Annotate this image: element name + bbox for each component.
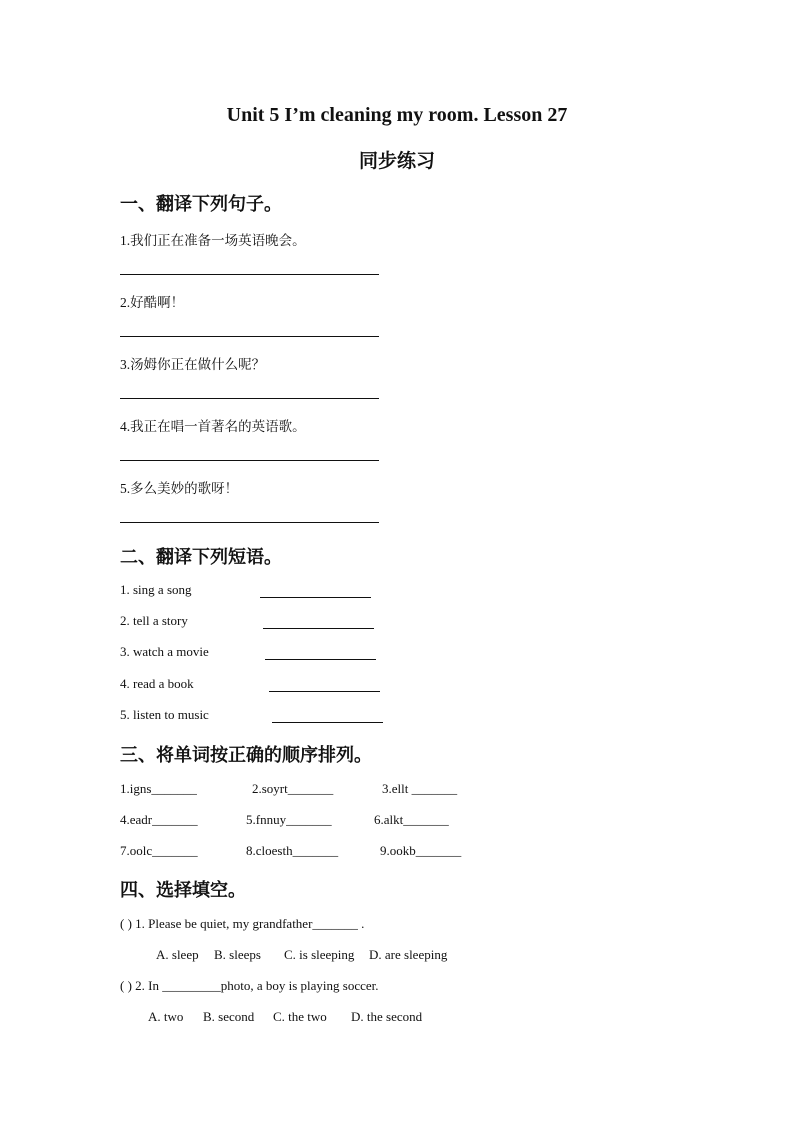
page-title: Unit 5 I’m cleaning my room. Lesson 27 — [226, 104, 568, 126]
option-c[interactable]: C. the two — [273, 1009, 327, 1024]
sentence-item: 3.汤姆你正在做什么呢？ — [120, 357, 266, 372]
option-a[interactable]: A. two — [148, 1009, 184, 1024]
option-a[interactable]: A. sleep — [156, 947, 199, 962]
scrambled-word: 9.ookb_______ — [380, 843, 462, 858]
option-b[interactable]: B. sleeps — [214, 947, 261, 962]
choice-options-1 — [156, 947, 447, 963]
phrase-item: 4. read a book — [120, 676, 194, 691]
answer-line[interactable] — [120, 522, 379, 523]
phrase-item: 1. sing a song — [120, 582, 192, 597]
phrase-item: 2. tell a story — [120, 613, 188, 628]
answer-line[interactable] — [263, 628, 374, 629]
answer-line[interactable] — [260, 597, 371, 598]
scrambled-word: 2.soyrt_______ — [252, 781, 334, 796]
option-d[interactable]: D. the second — [351, 1009, 423, 1024]
scrambled-word: 8.cloesth_______ — [246, 843, 339, 858]
section-3-heading: 三、将单词按正确的顺序排列。 — [120, 745, 372, 766]
scrambled-word: 4.eadr_______ — [120, 812, 198, 827]
answer-line[interactable] — [272, 722, 383, 723]
sentence-item: 4.我正在唱一首著名的英语歌。 — [120, 419, 306, 434]
section-2-heading: 二、翻译下列短语。 — [120, 547, 282, 568]
choice-question-1: ( ) 1. Please be quiet, my grandfather_______ . — [120, 916, 365, 931]
choice-question-2: ( ) 2. In _________photo, a boy is playing soccer. — [120, 978, 379, 993]
answer-line[interactable] — [120, 398, 379, 399]
section-4-heading: 四、选择填空。 — [120, 880, 246, 901]
scrambled-word: 1.igns_______ — [120, 781, 197, 796]
answer-line[interactable] — [269, 691, 380, 692]
answer-line[interactable] — [265, 659, 376, 660]
answer-line[interactable] — [120, 274, 379, 275]
phrase-item: 3. watch a movie — [120, 644, 209, 659]
choice-options-2 — [148, 1009, 422, 1025]
sentence-item: 2.好酷啊！ — [120, 295, 185, 310]
option-c[interactable]: C. is sleeping — [284, 947, 355, 962]
scrambled-word: 3.ellt _______ — [382, 781, 458, 796]
answer-line[interactable] — [120, 336, 379, 337]
sentence-item: 1.我们正在准备一场英语晚会。 — [120, 233, 306, 248]
phrase-item: 5. listen to music — [120, 707, 209, 722]
scrambled-word: 5.fnnuy_______ — [246, 812, 332, 827]
section-1-heading: 一、翻译下列句子。 — [120, 194, 282, 215]
page-subtitle: 同步练习 — [358, 150, 435, 172]
option-b[interactable]: B. second — [203, 1009, 255, 1024]
scrambled-word: 6.alkt_______ — [374, 812, 449, 827]
answer-line[interactable] — [120, 460, 379, 461]
scrambled-word: 7.oolc_______ — [120, 843, 198, 858]
option-d[interactable]: D. are sleeping — [369, 947, 448, 962]
sentence-item: 5.多么美妙的歌呀！ — [120, 481, 239, 496]
